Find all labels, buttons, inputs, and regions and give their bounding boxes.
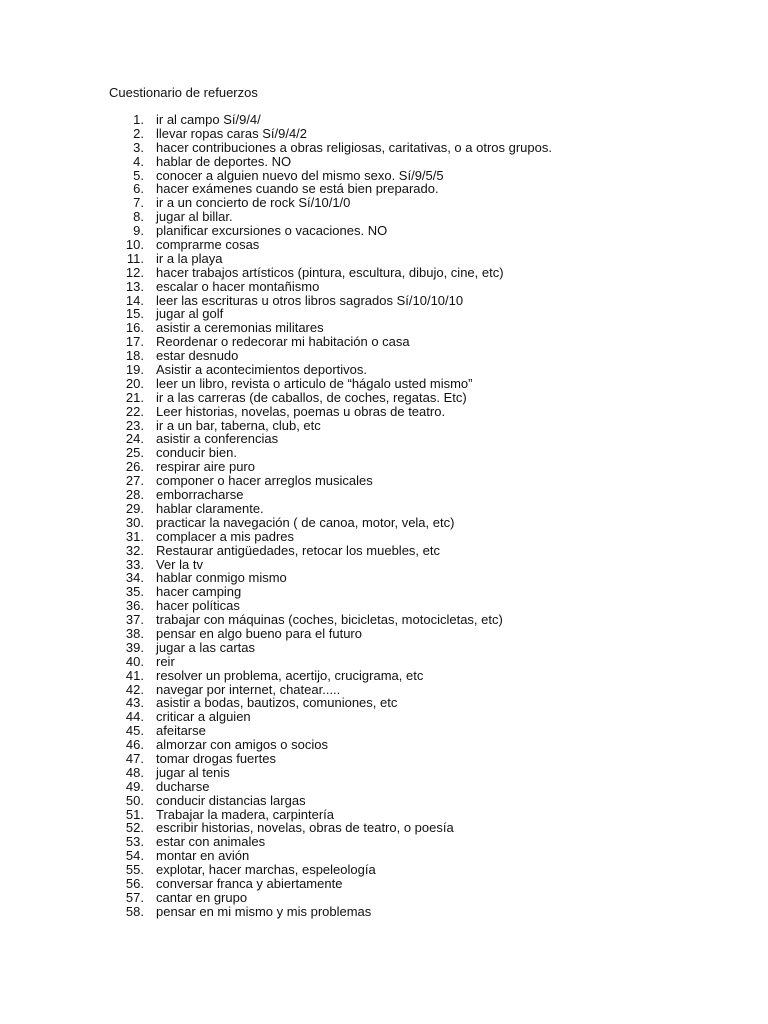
- item-number: 58.: [125, 903, 144, 919]
- item-number: 56.: [125, 875, 144, 891]
- item-number: 46.: [125, 737, 144, 753]
- item-text: asistir a ceremonias militares: [156, 320, 324, 336]
- item-number: 24.: [125, 431, 144, 447]
- item-text: jugar a las cartas: [156, 639, 255, 655]
- item-number: 51.: [125, 806, 144, 822]
- item-number: 25.: [125, 445, 144, 461]
- item-text: trabajar con máquinas (coches, bicicletas, motocicletas, etc): [156, 612, 503, 628]
- item-text: hacer trabajos artísticos (pintura, escultura, dibujo, cine, etc): [156, 264, 504, 280]
- item-number: 40.: [125, 653, 144, 669]
- item-text: Reordenar o redecorar mi habitación o casa: [156, 334, 410, 350]
- item-text: escalar o hacer montañismo: [156, 278, 320, 294]
- item-number: 47.: [125, 750, 144, 766]
- item-text: Restaurar antigüedades, retocar los muebles, etc: [156, 542, 440, 558]
- item-text: planificar excursiones o vacaciones. NO: [156, 223, 388, 239]
- item-text: montar en avión: [156, 848, 250, 864]
- item-text: emborracharse: [156, 487, 244, 503]
- item-number: 2.: [133, 125, 144, 141]
- item-number: 20.: [125, 375, 144, 391]
- item-number: 3.: [133, 139, 144, 155]
- item-number: 50.: [125, 792, 144, 808]
- item-text: navegar por internet, chatear.....: [156, 681, 341, 697]
- item-number: 21.: [125, 389, 144, 405]
- item-text: llevar ropas caras Sí/9/4/2: [156, 125, 308, 141]
- item-number: 45.: [125, 723, 144, 739]
- item-number: 34.: [125, 570, 144, 586]
- item-number: 43.: [125, 695, 144, 711]
- item-number: 55.: [125, 862, 144, 878]
- item-number: 8.: [133, 209, 144, 225]
- item-text: afeitarse: [156, 723, 206, 739]
- item-text: ir a un bar, taberna, club, etc: [156, 417, 321, 433]
- item-number: 29.: [125, 500, 144, 516]
- item-number: 14.: [125, 292, 144, 308]
- item-text: reir: [156, 653, 175, 669]
- item-text: conversar franca y abiertamente: [156, 875, 343, 891]
- item-number: 5.: [133, 167, 144, 183]
- item-text: componer o hacer arreglos musicales: [156, 473, 373, 489]
- item-text: hacer camping: [156, 584, 242, 600]
- item-number: 17.: [125, 334, 144, 350]
- item-number: 12.: [125, 264, 144, 280]
- item-text: conducir bien.: [156, 445, 237, 461]
- item-text: ir a la playa: [156, 250, 223, 266]
- item-number: 19.: [125, 362, 144, 378]
- item-number: 52.: [125, 820, 144, 836]
- item-number: 28.: [125, 487, 144, 503]
- item-number: 23.: [125, 417, 144, 433]
- item-number: 18.: [125, 348, 144, 364]
- item-text: cantar en grupo: [156, 889, 248, 905]
- item-number: 26.: [125, 459, 144, 475]
- item-text: pensar en algo bueno para el futuro: [156, 625, 362, 641]
- item-number: 30.: [125, 514, 144, 530]
- item-number: 57.: [125, 889, 144, 905]
- item-text: Asistir a acontecimientos deportivos.: [156, 362, 367, 378]
- item-number: 1.: [133, 112, 144, 127]
- item-text: conducir distancias largas: [156, 792, 306, 808]
- item-text: complacer a mis padres: [156, 528, 294, 544]
- item-number: 27.: [125, 473, 144, 489]
- item-number: 32.: [125, 542, 144, 558]
- item-text: jugar al golf: [156, 306, 224, 322]
- item-text: hacer contribuciones a obras religiosas, caritativas, o a otros grupos.: [156, 139, 552, 155]
- item-text: Ver la tv: [156, 556, 203, 572]
- item-text: pensar en mi mismo y mis problemas: [156, 903, 372, 919]
- item-number: 54.: [125, 848, 144, 864]
- item-text: Leer historias, novelas, poemas u obras de teatro.: [156, 403, 446, 419]
- item-number: 42.: [125, 681, 144, 697]
- item-number: 15.: [125, 306, 144, 322]
- item-number: 10.: [125, 237, 144, 253]
- item-number: 44.: [125, 709, 144, 725]
- document-title: Cuestionario de refuerzos: [109, 85, 258, 100]
- item-number: 39.: [125, 639, 144, 655]
- item-text: resolver un problema, acertijo, crucigrama, etc: [156, 667, 424, 683]
- item-text: ir al campo Sí/9/4/: [156, 112, 261, 127]
- item-text: almorzar con amigos o socios: [156, 737, 328, 753]
- item-number: 6.: [133, 181, 144, 197]
- item-number: 16.: [125, 320, 144, 336]
- item-number: 49.: [125, 778, 144, 794]
- item-text: escribir historias, novelas, obras de teatro, o poesía: [156, 820, 454, 836]
- item-text: ir a las carreras (de caballos, de coches, regatas. Etc): [156, 389, 467, 405]
- item-number: 36.: [125, 598, 144, 614]
- item-text: hablar claramente.: [156, 500, 264, 516]
- item-text: tomar drogas fuertes: [156, 750, 276, 766]
- item-text: ir a un concierto de rock Sí/10/1/0: [156, 195, 351, 211]
- item-text: explotar, hacer marchas, espeleología: [156, 862, 376, 878]
- item-text: conocer a alguien nuevo del mismo sexo. Sí/9/5/5: [156, 167, 444, 183]
- item-text: practicar la navegación ( de canoa, motor, vela, etc): [156, 514, 455, 530]
- item-text: jugar al billar.: [156, 209, 233, 225]
- item-text: jugar al tenis: [156, 764, 230, 780]
- item-number: 11.: [126, 250, 144, 266]
- item-number: 7.: [133, 195, 144, 211]
- item-number: 37.: [125, 612, 144, 628]
- item-number: 53.: [125, 834, 144, 850]
- item-text: estar desnudo: [156, 348, 239, 364]
- item-text: leer un libro, revista o articulo de “hágalo usted mismo”: [156, 375, 473, 391]
- item-number: 38.: [125, 625, 144, 641]
- item-text: asistir a conferencias: [156, 431, 279, 447]
- item-text: criticar a alguien: [156, 709, 251, 725]
- item-text: ducharse: [156, 778, 210, 794]
- item-number: 13.: [125, 278, 144, 294]
- item-text: comprarme cosas: [156, 237, 260, 253]
- item-text: respirar aire puro: [156, 459, 255, 475]
- item-text: hacer políticas: [156, 598, 240, 614]
- item-text: asistir a bodas, bautizos, comuniones, etc: [156, 695, 398, 711]
- item-text: hacer exámenes cuando se está bien preparado.: [156, 181, 439, 197]
- item-text: hablar de deportes. NO: [156, 153, 292, 169]
- item-number: 9.: [133, 223, 144, 239]
- item-number: 35.: [125, 584, 144, 600]
- item-text: Trabajar la madera, carpintería: [156, 806, 334, 822]
- item-number: 4.: [133, 153, 144, 169]
- item-text: estar con animales: [156, 834, 266, 850]
- item-text: hablar conmigo mismo: [156, 570, 287, 586]
- item-number: 48.: [125, 764, 144, 780]
- item-number: 22.: [125, 403, 144, 419]
- item-number: 31.: [125, 528, 144, 544]
- item-number: 41.: [125, 667, 144, 683]
- item-number: 33.: [125, 556, 144, 572]
- item-text: leer las escrituras u otros libros sagrados Sí/10/10/10: [156, 292, 464, 308]
